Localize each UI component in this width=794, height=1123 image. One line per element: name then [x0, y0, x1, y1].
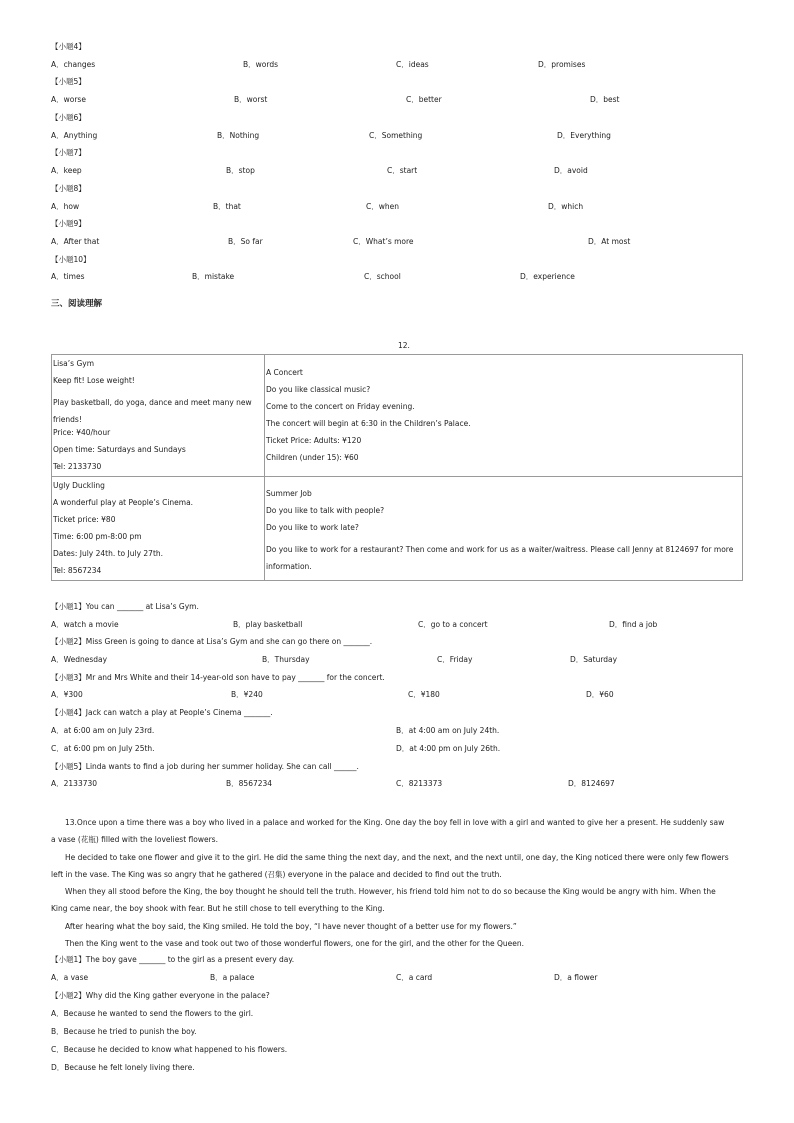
ad-line: Children (under 15): ¥60 — [266, 453, 359, 462]
option-b: B．words — [243, 60, 278, 69]
option-d: D．Because he felt lonely living there. — [51, 1063, 195, 1072]
question-stem: 【小题4】Jack can watch a play at People’s Cinema _______. — [51, 708, 273, 717]
option-c: C．go to a concert — [418, 620, 488, 629]
ad-line: Open time: Saturdays and Sundays — [53, 445, 186, 454]
ad-line: Tel: 8567234 — [53, 566, 102, 575]
option-a: A．After that — [51, 237, 100, 246]
paragraph: When they all stood before the King, the boy thought he should tell the truth. However, his friend told him not to do so because the King would be angry with him. When the King came near, the boy shook with fear. But he still chose to tell everything to the King. — [51, 887, 716, 914]
option-d: D．At most — [588, 237, 631, 246]
option-b: B．Nothing — [217, 131, 260, 140]
option-a: A．at 6:00 am on July 23rd. — [51, 726, 155, 735]
ad-title: Summer Job — [266, 489, 312, 498]
option-a: A．times — [51, 272, 85, 281]
question-stem: 【小题1】The boy gave _______ to the girl as a present every day. — [51, 955, 295, 964]
question-stem: 【小题2】Why did the King gather everyone in the palace? — [51, 991, 270, 1000]
ad-line: Time: 6:00 pm-8:00 pm — [53, 532, 142, 541]
passage-number: 12. — [398, 341, 410, 350]
option-d: D．promises — [538, 60, 586, 69]
option-a: A．Anything — [51, 131, 98, 140]
option-b: B．that — [213, 202, 241, 211]
option-c: C．ideas — [396, 60, 429, 69]
option-a: A．¥300 — [51, 690, 83, 699]
ad-title: A Concert — [266, 368, 303, 377]
paragraph: 13.Once upon a time there was a boy who lived in a palace and worked for the King. One day the boy fell in love with a girl and wanted to give her a present. He suddenly saw a vase (花瓶) filled with the loveliest flowers. — [51, 818, 725, 845]
option-c: C．at 6:00 pm on July 25th. — [51, 744, 155, 753]
ad-line: Do you like classical music? — [266, 385, 371, 394]
option-c: C．¥180 — [408, 690, 440, 699]
question-stem: 【小题3】Mr and Mrs White and their 14-year-old son have to pay _______ for the concert. — [51, 673, 385, 682]
option-b: B．Thursday — [262, 655, 310, 664]
option-a: A．keep — [51, 166, 82, 175]
question-tag: 【小题6】 — [51, 113, 86, 122]
option-a: A．changes — [51, 60, 96, 69]
option-c: C．Something — [369, 131, 423, 140]
ad-line: Do you like to work late? — [266, 523, 359, 532]
option-c: C．8213373 — [396, 779, 443, 788]
option-b: B．worst — [234, 95, 268, 104]
section-title: 三、阅读理解 — [51, 299, 103, 309]
option-d: D．avoid — [554, 166, 588, 175]
ad-line: Dates: July 24th. to July 27th. — [53, 549, 164, 558]
option-d: D．experience — [520, 272, 575, 281]
option-d: D．Saturday — [570, 655, 618, 664]
option-c: C．Because he decided to know what happened to his flowers. — [51, 1045, 288, 1054]
ad-line: Do you like to work for a restaurant? Then come and work for us as a waiter/waitress. Please call Jenny at 8124697 for more information. — [266, 545, 734, 571]
job-ad — [265, 477, 743, 581]
question-stem: 【小题5】Linda wants to find a job during her summer holiday. She can call ______. — [51, 762, 359, 771]
option-b: B．mistake — [192, 272, 235, 281]
option-c: C．What’s more — [353, 237, 414, 246]
question-tag: 【小题7】 — [51, 148, 86, 157]
option-b: B．play basketball — [233, 620, 303, 629]
question-tag: 【小题8】 — [51, 184, 86, 193]
gym-ad — [52, 355, 265, 477]
option-d: D．at 4:00 pm on July 26th. — [396, 744, 501, 753]
ad-line: Tel: 2133730 — [53, 462, 102, 471]
ad-line: Keep fit! Lose weight! — [53, 376, 135, 385]
option-a: A．how — [51, 202, 80, 211]
ad-title: Ugly Duckling — [53, 481, 105, 490]
ad-line: Do you like to talk with people? — [266, 506, 385, 515]
question-stem: 【小题2】Miss Green is going to dance at Lisa’s Gym and she can go there on _______. — [51, 637, 373, 646]
option-b: B．a palace — [210, 973, 255, 982]
option-d: D．which — [548, 202, 584, 211]
option-b: B．at 4:00 am on July 24th. — [396, 726, 500, 735]
question-tag: 【小题4】 — [51, 42, 86, 51]
paragraph: Then the King went to the vase and took out two of those wonderful flowers, one for the girl, and the other for the Queen. — [65, 939, 524, 948]
option-d: D．8124697 — [568, 779, 615, 788]
option-d: D．find a job — [609, 620, 658, 629]
option-c: C．start — [387, 166, 418, 175]
ad-line: The concert will begin at 6:30 in the Children’s Palace. — [266, 419, 471, 428]
option-d: D．a flower — [554, 973, 598, 982]
ad-line: A wonderful play at People’s Cinema. — [53, 498, 194, 507]
option-a: A．worse — [51, 95, 86, 104]
option-a: A．watch a movie — [51, 620, 119, 629]
option-b: B．¥240 — [231, 690, 263, 699]
ad-title: Lisa’s Gym — [53, 359, 94, 368]
paragraph: He decided to take one flower and give it to the girl. He did the same thing the next day, and the next, and the next until, one day, the King noticed there were only few flowers left in the vase. The King was so angry that he gathered (召集) everyone in the palace and decided to find out the truth. — [51, 853, 729, 880]
option-c: C．when — [366, 202, 399, 211]
paragraph: After hearing what the boy said, the King smiled. He told the boy, “I have never thought of a better use for my flowers.” — [65, 922, 517, 931]
option-a: A．a vase — [51, 973, 89, 982]
play-ad — [52, 477, 265, 581]
option-a: A．Because he wanted to send the flowers to the girl. — [51, 1009, 254, 1018]
option-d: D．¥60 — [586, 690, 614, 699]
option-b: B．Because he tried to punish the boy. — [51, 1027, 197, 1036]
option-d: D．best — [590, 95, 620, 104]
question-tag: 【小题5】 — [51, 77, 86, 86]
option-a: A．Wednesday — [51, 655, 108, 664]
option-b: B．So far — [228, 237, 263, 246]
question-stem: 【小题1】You can _______ at Lisa’s Gym. — [51, 602, 199, 611]
ad-line: Price: ¥40/hour — [53, 428, 111, 437]
option-c: C．better — [406, 95, 442, 104]
option-c: C．a card — [396, 973, 433, 982]
ad-line: Ticket price: ¥80 — [53, 515, 116, 524]
option-a: A．2133730 — [51, 779, 98, 788]
option-d: D．Everything — [557, 131, 611, 140]
option-b: B．stop — [226, 166, 255, 175]
option-c: C．Friday — [437, 655, 473, 664]
option-c: C．school — [364, 272, 401, 281]
ad-line: Play basketball, do yoga, dance and meet many new friends! — [53, 398, 252, 424]
question-tag: 【小题9】 — [51, 219, 86, 228]
option-b: B．8567234 — [226, 779, 273, 788]
ads-table — [51, 354, 743, 581]
ad-line: Ticket Price: Adults: ¥120 — [266, 436, 362, 445]
ad-line: Come to the concert on Friday evening. — [266, 402, 415, 411]
concert-ad — [265, 355, 743, 477]
question-tag: 【小题10】 — [51, 255, 91, 264]
